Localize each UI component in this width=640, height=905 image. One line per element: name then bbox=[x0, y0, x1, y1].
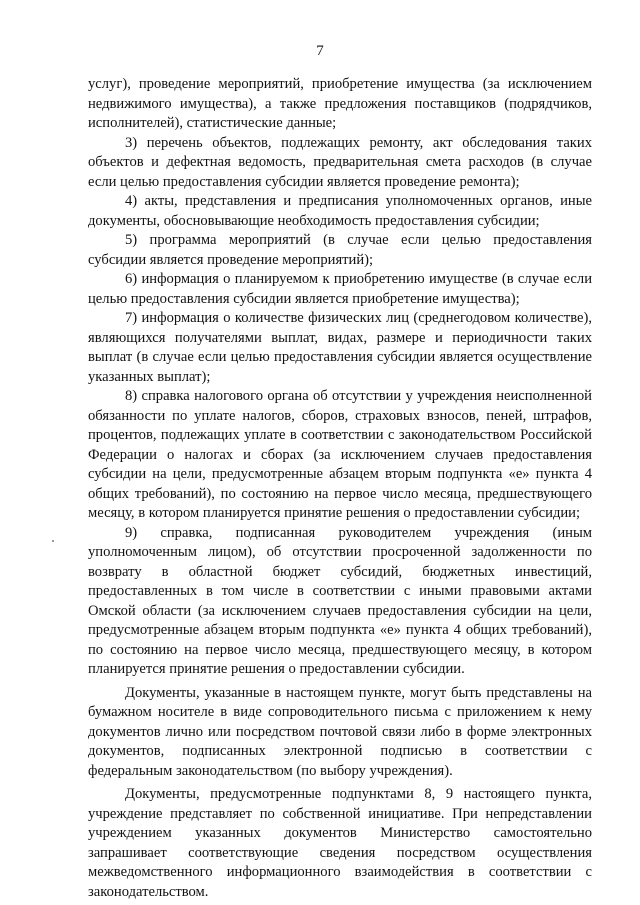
list-item-9: 9) справка, подписанная руководителем учреждения (иным уполномоченным лицом), об отсутствии просроченной задолженности по возврату в областной бюджет субсидий, бюджетных инвестиций, предоставленных в том числе в соответствии с иными правовыми актами Омской области (за исключением случаев предоставления субсидии на цели, предусмотренные абзацем вторым подпункта «е» пункта 4 общих требований), по состоянию на первое число месяца, предшествующего месяцу, в котором планируется принятие решения о предоставлении субсидии. bbox=[88, 524, 592, 677]
list-item-8: 8) справка налогового органа об отсутствии у учреждения неисполненной обязанности по уплате налогов, сборов, страховых взносов, пеней, штрафов, процентов, подлежащих уплате в соответствии с законодательством Российской Федерации о налогах и сборах (за исключением случаев предоставления субсидии на цели, предусмотренные абзацем вторым подпункта «е» пункта 4 общих требований), по состоянию на первое число месяца, предшествующего месяцу, в котором планируется принятие решения о предоставлении субсидии; bbox=[88, 388, 592, 521]
paragraph-submission-method: Документы, указанные в настоящем пункте, могут быть представлены на бумажном носителе в виде сопроводительного письма с приложением к нему документов лично или посредством почтовой связи либо в форме электронных документов, подписанных электронной подписью в соответствии с федеральным законодательством (по выбору учреждения). bbox=[88, 684, 592, 779]
page-number: 7 bbox=[316, 43, 324, 59]
scan-speck bbox=[52, 540, 54, 542]
list-item-7: 7) информация о количестве физических лиц (среднегодовом количестве), являющихся получателями выплат, видах, размере и периодичности таких выплат (в случае если целью предоставления субсидии является осуществление указанных выплат); bbox=[88, 310, 592, 385]
list-item-3: 3) перечень объектов, подлежащих ремонту, акт обследования таких объектов и дефектная ведомость, предварительная смета расходов (в случае если целью предоставления субсидии является проведение ремонта); bbox=[88, 134, 592, 190]
list-item-6: 6) информация о планируемом к приобретению имуществе (в случае если целью предоставления субсидии является приобретение имущества); bbox=[88, 271, 592, 307]
paragraph-own-initiative: Документы, предусмотренные подпунктами 8, 9 настоящего пункта, учреждение представляет по собственной инициативе. При непредставлении учреждением указанных документов Министерство самостоятельно запрашивает соответствующие сведения посредством осуществления межведомственного информационного взаимодействия в соответствии с законодательством. bbox=[88, 786, 592, 900]
document-body bbox=[88, 75, 592, 902]
list-item-5: 5) программа мероприятий (в случае если целью предоставления субсидии является проведение мероприятий); bbox=[88, 232, 592, 268]
paragraph-continuation: услуг), проведение мероприятий, приобретение имущества (за исключением недвижимого имущества), а также предложения поставщиков (подрядчиков, исполнителей), статистические данные; bbox=[88, 76, 592, 131]
list-item-4: 4) акты, представления и предписания уполномоченных органов, иные документы, обосновывающие необходимость предоставления субсидии; bbox=[88, 193, 592, 229]
